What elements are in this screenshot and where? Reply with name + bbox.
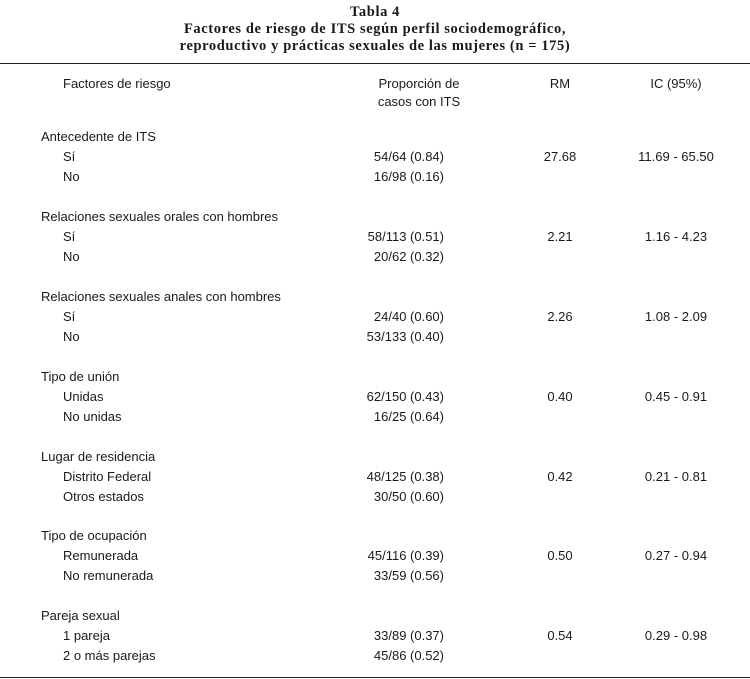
row-proportion: 33/59 (0.56) — [373, 568, 444, 583]
header-rm: RM — [549, 76, 571, 91]
row-proportion: 45/116 (0.39) — [367, 548, 444, 563]
group-title: Tipo de unión — [41, 369, 120, 384]
row-ic: 1.16 - 4.23 — [644, 229, 708, 244]
header-proportion-line-2: casos con ITS — [377, 94, 461, 109]
row-ic: 0.27 - 0.94 — [644, 548, 708, 563]
row-label: Sí — [63, 229, 76, 244]
row-proportion: 33/89 (0.37) — [373, 628, 444, 643]
row-proportion: 53/133 (0.40) — [366, 329, 444, 344]
row-rm: 0.50 — [547, 548, 573, 563]
row-label: No — [63, 169, 80, 184]
row-label: 1 pareja — [63, 628, 110, 643]
row-rm: 0.54 — [547, 628, 573, 643]
row-proportion: 30/50 (0.60) — [373, 489, 444, 504]
row-ic: 1.08 - 2.09 — [644, 309, 708, 324]
row-label: No — [63, 249, 80, 264]
table-title-line-2: reproductivo y prácticas sexuales de las mujeres (n = 175) — [179, 38, 571, 54]
table-title-line-1: Factores de riesgo de ITS según perfil sociodemográfico, — [183, 21, 567, 37]
row-label: No unidas — [63, 409, 122, 424]
row-proportion: 24/40 (0.60) — [373, 309, 444, 324]
row-proportion: 62/150 (0.43) — [366, 389, 444, 404]
row-label: No — [63, 329, 80, 344]
top-rule — [0, 63, 750, 64]
group-title: Pareja sexual — [41, 608, 120, 623]
row-rm: 27.68 — [543, 149, 577, 164]
row-label: Remunerada — [63, 548, 139, 563]
group-title: Relaciones sexuales anales con hombres — [41, 289, 281, 304]
group-title: Antecedente de ITS — [41, 129, 156, 144]
group-title: Lugar de residencia — [41, 449, 156, 464]
header-ic: IC (95%) — [650, 76, 702, 91]
row-ic: 11.69 - 65.50 — [638, 149, 714, 164]
row-label: Sí — [63, 149, 76, 164]
bottom-rule — [0, 677, 750, 678]
header-proportion-line-1: Proporción de — [378, 76, 460, 91]
row-rm: 0.40 — [547, 389, 573, 404]
row-proportion: 16/25 (0.64) — [373, 409, 444, 424]
header-proportion — [349, 75, 489, 111]
row-label: Unidas — [63, 389, 104, 404]
group-title: Relaciones sexuales orales con hombres — [41, 209, 279, 224]
row-ic: 0.45 - 0.91 — [644, 389, 708, 404]
row-ic: 0.29 - 0.98 — [644, 628, 708, 643]
row-proportion: 20/62 (0.32) — [373, 249, 444, 264]
row-proportion: 45/86 (0.52) — [373, 648, 444, 663]
row-proportion: 58/113 (0.51) — [367, 229, 444, 244]
row-label: No remunerada — [63, 568, 154, 583]
header-factor: Factores de riesgo — [63, 76, 171, 91]
row-rm: 2.26 — [547, 309, 573, 324]
row-label: 2 o más parejas — [63, 648, 156, 663]
row-proportion: 54/64 (0.84) — [373, 149, 444, 164]
group-title: Tipo de ocupación — [41, 528, 147, 543]
row-label: Otros estados — [63, 489, 144, 504]
row-label: Sí — [63, 309, 76, 324]
row-rm: 0.42 — [547, 469, 573, 484]
row-label: Distrito Federal — [63, 469, 152, 484]
row-proportion: 16/98 (0.16) — [373, 169, 444, 184]
row-rm: 2.21 — [547, 229, 573, 244]
row-proportion: 48/125 (0.38) — [366, 469, 444, 484]
table-number: Tabla 4 — [349, 4, 400, 20]
row-ic: 0.21 - 0.81 — [644, 469, 708, 484]
table-caption — [0, 4, 750, 55]
